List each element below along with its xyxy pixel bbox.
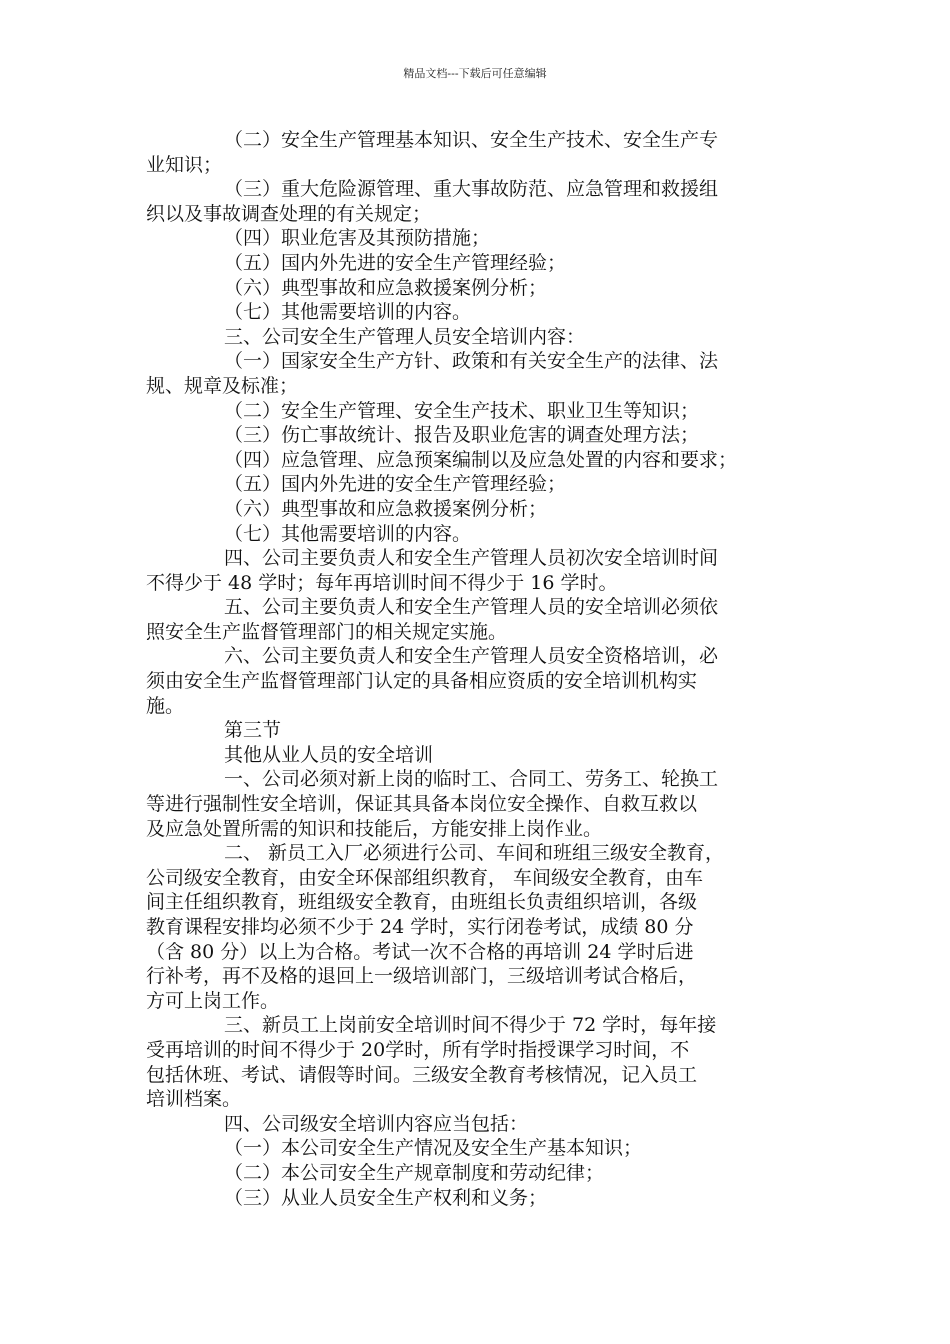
text-line: 照安全生产监督管理部门的相关规定实施。: [146, 620, 508, 643]
text-line: 等进行强制性安全培训，保证其具备本岗位安全操作、自救互救以: [146, 793, 698, 816]
text-line: 四、公司级安全培训内容应当包括：: [224, 1112, 529, 1135]
text-line: （二）本公司安全生产规章制度和劳动纪律；: [224, 1161, 605, 1184]
text-line: 其他从业人员的安全培训: [224, 743, 434, 766]
text-line: 第三节: [224, 719, 282, 742]
text-line: 施。: [146, 694, 185, 717]
text-line: 教育课程安排均必须不少于 24 学时，实行闭卷考试，成绩 80 分: [146, 916, 694, 938]
text-line: 包括休班、考试、请假等时间。三级安全教育考核情况，记入员工: [146, 1063, 698, 1086]
text-line: （含 80 分）以上为合格。考试一次不合格的再培训 24 学时后进: [146, 940, 694, 963]
text-line: （三）重大危险源管理、重大事故防范、应急管理和救援组: [224, 178, 719, 201]
text-line: 织以及事故调查处理的有关规定；: [146, 202, 432, 225]
text-line: 一、公司必须对新上岗的临时工、合同工、劳务工、轮换工: [224, 768, 719, 791]
page-header: 精品文档---下载后可任意编辑: [403, 67, 547, 80]
text-line: （四）职业危害及其预防措施；: [224, 227, 491, 250]
text-line: 不得少于 48 学时；每年再培训时间不得少于 16 学时。: [146, 571, 618, 594]
text-line: （六）典型事故和应急救援案例分析；: [224, 276, 548, 299]
document-body: [146, 128, 814, 1210]
text-line: （一）本公司安全生产情况及安全生产基本知识；: [224, 1137, 643, 1160]
text-line: 五、公司主要负责人和安全生产管理人员的安全培训必须依: [224, 596, 719, 619]
text-line: 行补考，再不及格的退回上一级培训部门，三级培训考试合格后，: [146, 965, 698, 988]
text-line: （三）伤亡事故统计、报告及职业危害的调查处理方法；: [224, 424, 700, 447]
text-line: 二、 新员工入厂必须进行公司、车间和班组三级安全教育，: [224, 842, 725, 865]
text-line: 须由安全生产监督管理部门认定的具备相应资质的安全培训机构实: [146, 670, 698, 693]
text-line: （七）其他需要培训的内容。: [224, 522, 472, 545]
text-line: 及应急处置所需的知识和技能后，方能安排上岗作业。: [146, 817, 603, 840]
text-line: （一）国家安全生产方针、政策和有关安全生产的法律、法: [224, 350, 719, 373]
text-line: （四）应急管理、应急预案编制以及应急处置的内容和要求；: [224, 448, 738, 471]
text-line: （六）典型事故和应急救援案例分析；: [224, 497, 548, 520]
text-line: 公司级安全教育，由安全环保部组织教育， 车间级安全教育，由车: [146, 866, 704, 889]
text-line: 三、新员工上岗前安全培训时间不得少于 72 学时，每年接: [224, 1014, 717, 1037]
text-line: （三）从业人员安全生产权利和义务；: [224, 1186, 548, 1209]
text-line: 规、规章及标准；: [146, 374, 299, 397]
text-line: （五）国内外先进的安全生产管理经验；: [224, 251, 567, 274]
text-line: （七）其他需要培训的内容。: [224, 301, 472, 324]
text-line: 三、公司安全生产管理人员安全培训内容：: [224, 325, 586, 348]
text-line: 受再培训的时间不得少于 20学时，所有学时指授课学习时间，不: [146, 1038, 690, 1061]
text-line: 四、公司主要负责人和安全生产管理人员初次安全培训时间: [224, 547, 719, 570]
text-line: （五）国内外先进的安全生产管理经验；: [224, 473, 567, 496]
text-line: 间主任组织教育，班组级安全教育，由班组长负责组织培训，各级: [146, 891, 698, 914]
text-line: （二）安全生产管理、安全生产技术、职业卫生等知识；: [224, 399, 700, 422]
text-line: 业知识；: [146, 153, 223, 176]
text-line: （二）安全生产管理基本知识、安全生产技术、安全生产专: [224, 129, 719, 151]
text-line: 六、公司主要负责人和安全生产管理人员安全资格培训，必: [224, 645, 719, 668]
text-line: 培训档案。: [146, 1088, 242, 1111]
text-line: 方可上岗工作。: [146, 989, 280, 1012]
